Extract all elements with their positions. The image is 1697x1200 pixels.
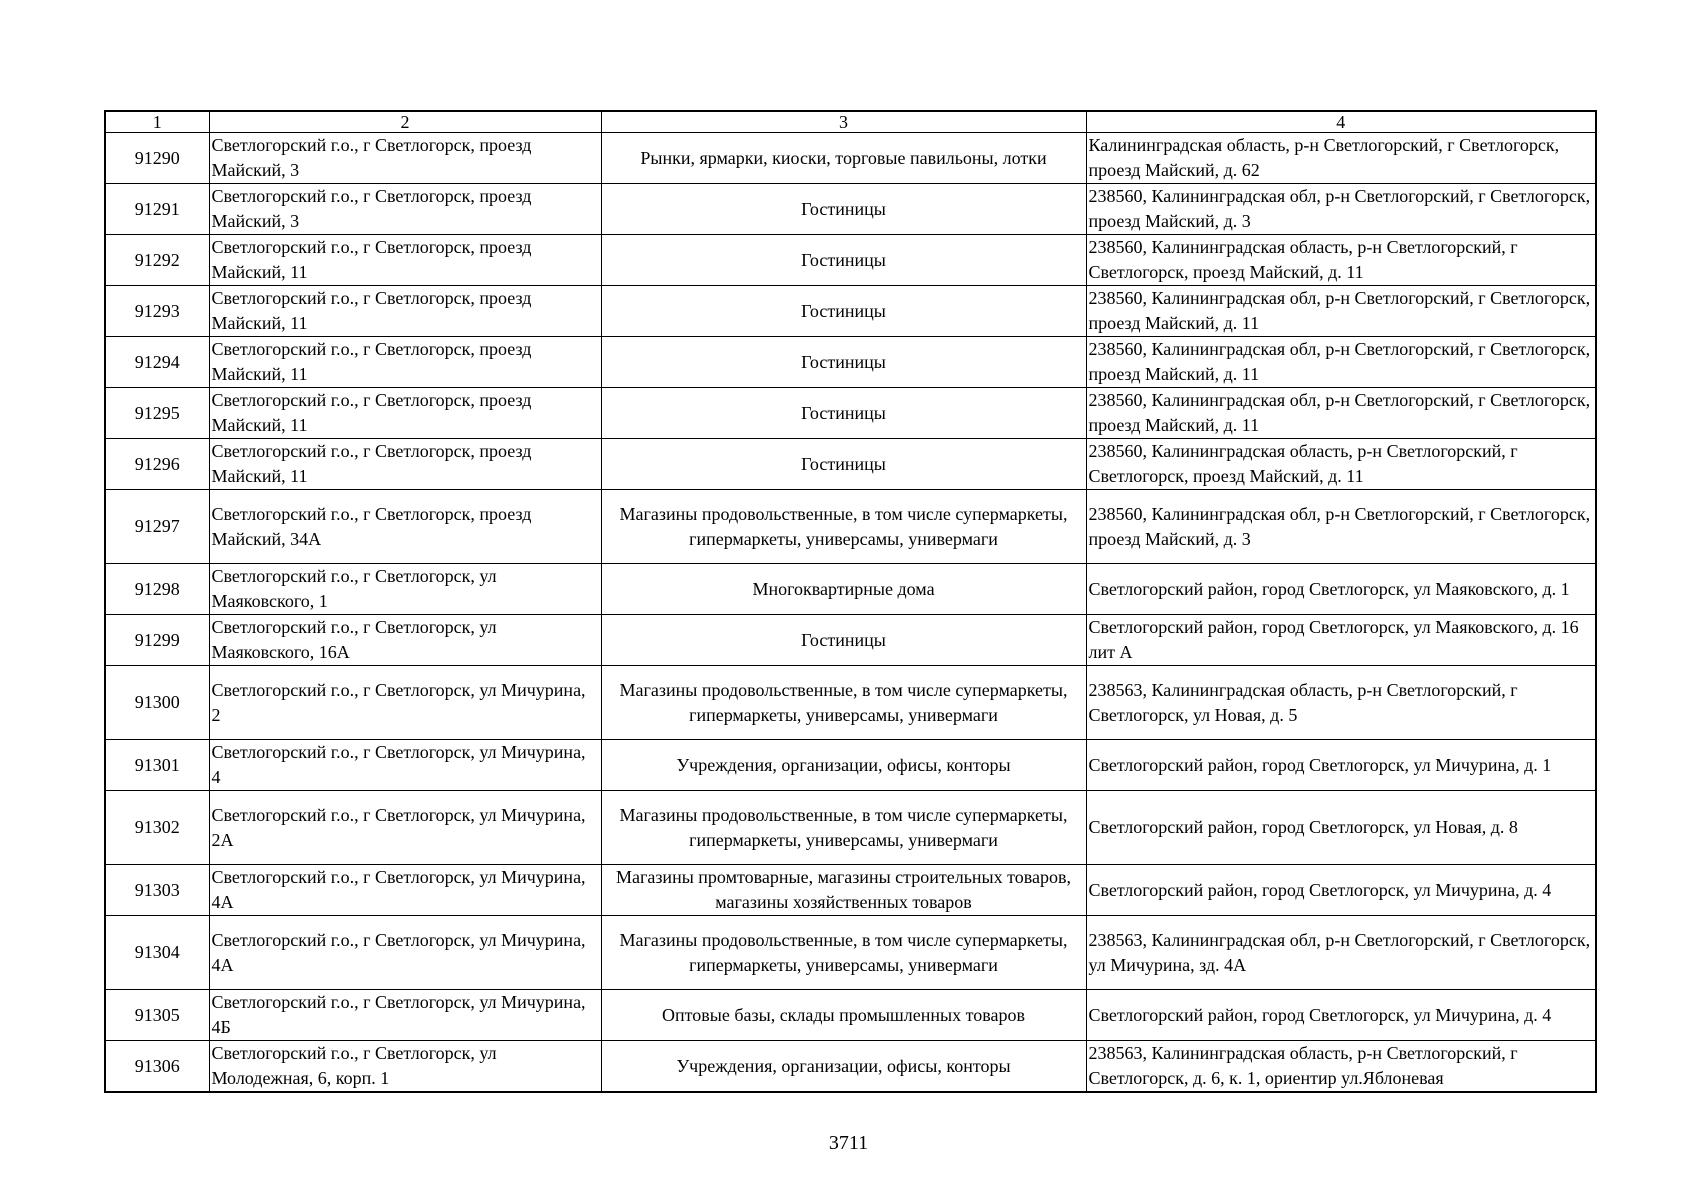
column-header: 2 (209, 111, 601, 133)
location-address: 238560, Калининградская обл, р-н Светлогорский, г Светлогорск, проезд Майский, д. 11 (1086, 337, 1596, 388)
object-address: Светлогорский г.о., г Светлогорск, ул Маяковского, 1 (209, 564, 601, 615)
column-header: 1 (105, 111, 209, 133)
registry-table (104, 110, 1597, 1093)
record-number: 91294 (105, 337, 209, 388)
record-number: 91296 (105, 439, 209, 490)
location-address: Светлогорский район, город Светлогорск, ул Новая, д. 8 (1086, 791, 1596, 865)
table-row (105, 666, 1596, 740)
location-address: 238560, Калининградская обл, р-н Светлогорский, г Светлогорск, проезд Майский, д. 11 (1086, 286, 1596, 337)
location-address: 238563, Калининградская область, р-н Светлогорский, г Светлогорск, ул Новая, д. 5 (1086, 666, 1596, 740)
record-number: 91299 (105, 615, 209, 666)
object-address: Светлогорский г.о., г Светлогорск, ул Мичурина, 4А (209, 916, 601, 990)
location-address: Светлогорский район, город Светлогорск, ул Мичурина, д. 4 (1086, 990, 1596, 1041)
object-type: Гостиницы (601, 235, 1086, 286)
column-header: 4 (1086, 111, 1596, 133)
record-number: 91292 (105, 235, 209, 286)
table-row (105, 490, 1596, 564)
object-address: Светлогорский г.о., г Светлогорск, проезд Майский, 11 (209, 388, 601, 439)
location-address: Светлогорский район, город Светлогорск, ул Маяковского, д. 16 лит А (1086, 615, 1596, 666)
object-address: Светлогорский г.о., г Светлогорск, ул Маяковского, 16А (209, 615, 601, 666)
table-row (105, 439, 1596, 490)
object-address: Светлогорский г.о., г Светлогорск, ул Мичурина, 2А (209, 791, 601, 865)
column-header: 3 (601, 111, 1086, 133)
record-number: 91291 (105, 184, 209, 235)
table-row (105, 235, 1596, 286)
location-address: 238560, Калининградская область, р-н Светлогорский, г Светлогорск, проезд Майский, д. 11 (1086, 439, 1596, 490)
object-address: Светлогорский г.о., г Светлогорск, проезд Майский, 3 (209, 133, 601, 184)
record-number: 91301 (105, 740, 209, 791)
table-row (105, 615, 1596, 666)
object-address: Светлогорский г.о., г Светлогорск, проезд Майский, 3 (209, 184, 601, 235)
object-type: Учреждения, организации, офисы, конторы (601, 740, 1086, 791)
table-row (105, 184, 1596, 235)
location-address: 238563, Калининградская область, р-н Светлогорский, г Светлогорск, д. 6, к. 1, ориентир ул.Яблоневая (1086, 1041, 1596, 1093)
object-type: Оптовые базы, склады промышленных товаров (601, 990, 1086, 1041)
object-address: Светлогорский г.о., г Светлогорск, проезд Майский, 11 (209, 337, 601, 388)
object-address: Светлогорский г.о., г Светлогорск, ул Мичурина, 4А (209, 865, 601, 916)
object-address: Светлогорский г.о., г Светлогорск, ул Мичурина, 2 (209, 666, 601, 740)
object-address: Светлогорский г.о., г Светлогорск, проезд Майский, 11 (209, 439, 601, 490)
page-number: 3711 (828, 1132, 869, 1154)
object-type: Гостиницы (601, 439, 1086, 490)
table-row (105, 916, 1596, 990)
object-type: Магазины промтоварные, магазины строительных товаров, магазины хозяйственных товаров (601, 865, 1086, 916)
record-number: 91298 (105, 564, 209, 615)
object-type: Учреждения, организации, офисы, конторы (601, 1041, 1086, 1093)
record-number: 91302 (105, 791, 209, 865)
table-row (105, 865, 1596, 916)
record-number: 91293 (105, 286, 209, 337)
location-address: Светлогорский район, город Светлогорск, ул Мичурина, д. 4 (1086, 865, 1596, 916)
object-type: Гостиницы (601, 286, 1086, 337)
location-address: 238563, Калининградская обл, р-н Светлогорский, г Светлогорск, ул Мичурина, зд. 4А (1086, 916, 1596, 990)
location-address: 238560, Калининградская обл, р-н Светлогорский, г Светлогорск, проезд Майский, д. 3 (1086, 490, 1596, 564)
location-address: 238560, Калининградская область, р-н Светлогорский, г Светлогорск, проезд Майский, д. 11 (1086, 235, 1596, 286)
object-type: Гостиницы (601, 615, 1086, 666)
object-type: Гостиницы (601, 388, 1086, 439)
location-address: Светлогорский район, город Светлогорск, ул Маяковского, д. 1 (1086, 564, 1596, 615)
record-number: 91305 (105, 990, 209, 1041)
table-row (105, 133, 1596, 184)
location-address: Светлогорский район, город Светлогорск, ул Мичурина, д. 1 (1086, 740, 1596, 791)
table-row (105, 990, 1596, 1041)
object-type: Магазины продовольственные, в том числе супермаркеты, гипермаркеты, универсамы, универмаги (601, 916, 1086, 990)
object-type: Рынки, ярмарки, киоски, торговые павильоны, лотки (601, 133, 1086, 184)
object-type: Гостиницы (601, 184, 1086, 235)
table-row (105, 286, 1596, 337)
location-address: Калининградская область, р-н Светлогорский, г Светлогорск, проезд Майский, д. 62 (1086, 133, 1596, 184)
object-address: Светлогорский г.о., г Светлогорск, проезд Майский, 11 (209, 235, 601, 286)
record-number: 91297 (105, 490, 209, 564)
location-address: 238560, Калининградская обл, р-н Светлогорский, г Светлогорск, проезд Майский, д. 11 (1086, 388, 1596, 439)
record-number: 91304 (105, 916, 209, 990)
object-type: Многоквартирные дома (601, 564, 1086, 615)
record-number: 91300 (105, 666, 209, 740)
record-number: 91306 (105, 1041, 209, 1093)
object-type: Магазины продовольственные, в том числе супермаркеты, гипермаркеты, универсамы, универмаги (601, 791, 1086, 865)
object-address: Светлогорский г.о., г Светлогорск, ул Молодежная, 6, корп. 1 (209, 1041, 601, 1093)
object-address: Светлогорский г.о., г Светлогорск, ул Мичурина, 4Б (209, 990, 601, 1041)
table-row (105, 1041, 1596, 1093)
object-type: Гостиницы (601, 337, 1086, 388)
table-row (105, 337, 1596, 388)
table-row (105, 564, 1596, 615)
record-number: 91303 (105, 865, 209, 916)
object-type: Магазины продовольственные, в том числе супермаркеты, гипермаркеты, универсамы, универмаги (601, 666, 1086, 740)
object-address: Светлогорский г.о., г Светлогорск, проезд Майский, 34А (209, 490, 601, 564)
location-address: 238560, Калининградская обл, р-н Светлогорский, г Светлогорск, проезд Майский, д. 3 (1086, 184, 1596, 235)
record-number: 91295 (105, 388, 209, 439)
table-header-row (105, 111, 1596, 133)
table-row (105, 388, 1596, 439)
object-address: Светлогорский г.о., г Светлогорск, проезд Майский, 11 (209, 286, 601, 337)
table-row (105, 791, 1596, 865)
object-address: Светлогорский г.о., г Светлогорск, ул Мичурина, 4 (209, 740, 601, 791)
record-number: 91290 (105, 133, 209, 184)
object-type: Магазины продовольственные, в том числе супермаркеты, гипермаркеты, универсамы, универмаги (601, 490, 1086, 564)
table-row (105, 740, 1596, 791)
